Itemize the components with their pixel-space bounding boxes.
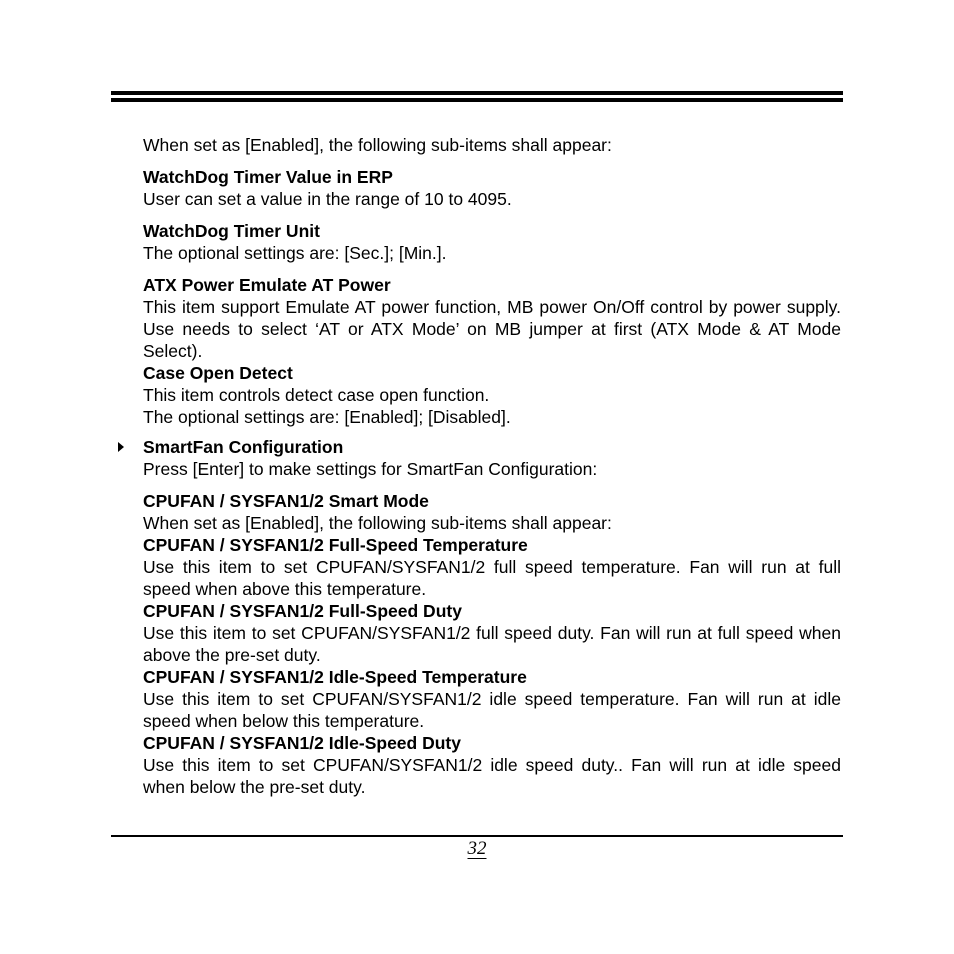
smartfan-desc: Press [Enter] to make settings for SmartFan Configuration: — [143, 459, 598, 479]
intro-text: When set as [Enabled], the following sub-items shall appear: — [143, 135, 612, 155]
section-title: WatchDog Timer Unit — [143, 221, 320, 241]
section-title: CPUFAN / SYSFAN1/2 Smart Mode — [143, 491, 429, 511]
page-number: 32 — [467, 838, 487, 859]
section-text: Use this item to set CPUFAN/SYSFAN1/2 idle speed duty.. Fan will run at idle speed when below the pre-set duty. — [143, 755, 841, 797]
section-text: This item support Emulate AT power function, MB power On/Off control by power supply. Use needs to select ‘AT or ATX Mode’ on MB jumper at first (ATX Mode & AT Mode Select). — [143, 297, 841, 361]
section-title: Case Open Detect — [143, 363, 293, 383]
section-title: CPUFAN / SYSFAN1/2 Full-Speed Duty — [143, 601, 462, 621]
page-number-container — [0, 838, 954, 860]
section-text: Use this item to set CPUFAN/SYSFAN1/2 full speed duty. Fan will run at full speed when above the pre-set duty. — [143, 623, 841, 665]
section-title: WatchDog Timer Value in ERP — [143, 167, 393, 187]
header-rule-bottom — [111, 98, 843, 102]
section-text: This item controls detect case open function. — [143, 385, 490, 405]
page-content — [143, 134, 841, 798]
header-rule-top — [111, 91, 843, 95]
triangle-bullet-icon — [118, 442, 124, 452]
section-text: Use this item to set CPUFAN/SYSFAN1/2 full speed temperature. Fan will run at full speed when above this temperature. — [143, 557, 841, 599]
section-text: The optional settings are: [Enabled]; [Disabled]. — [143, 407, 511, 427]
section-text: When set as [Enabled], the following sub-items shall appear: — [143, 513, 612, 533]
smartfan-heading-row — [143, 436, 841, 458]
section-title: CPUFAN / SYSFAN1/2 Idle-Speed Temperature — [143, 667, 527, 687]
section-text: User can set a value in the range of 10 to 4095. — [143, 189, 512, 209]
section-text: The optional settings are: [Sec.]; [Min.]. — [143, 243, 447, 263]
smartfan-title: SmartFan Configuration — [143, 437, 344, 457]
section-title: ATX Power Emulate AT Power — [143, 275, 391, 295]
section-text: Use this item to set CPUFAN/SYSFAN1/2 idle speed temperature. Fan will run at idle speed when below this temperature. — [143, 689, 841, 731]
section-title: CPUFAN / SYSFAN1/2 Full-Speed Temperature — [143, 535, 528, 555]
section-title: CPUFAN / SYSFAN1/2 Idle-Speed Duty — [143, 733, 461, 753]
footer-rule — [111, 835, 843, 837]
